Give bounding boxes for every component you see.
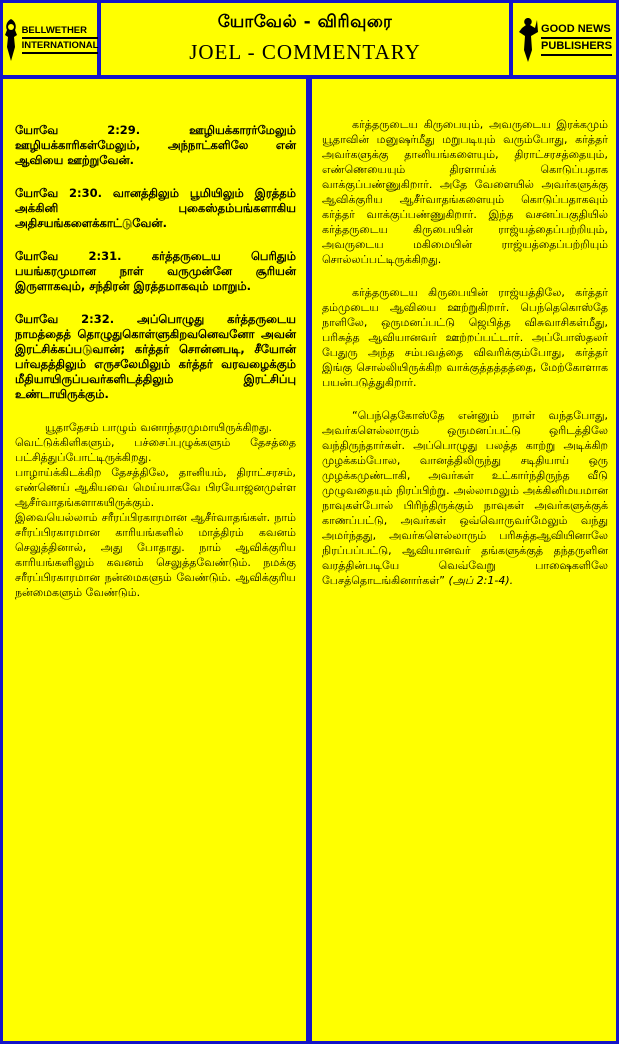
right-column [312, 79, 616, 1041]
commentary-paragraph-2: கர்த்தருடைய கிருபையின் ராஜ்யத்திலே, கர்த்தர் தம்முடைய ஆவியை ஊற்றுகிறார். பெந்தெகொஸ்தே நாளிலே, ஒருமனப்பட்டு ஜெபித்த விசுவாசிகள்மீது, பரிசுத்த ஆவியானவர் ஊற்றப்பட்டார். அப்போஸ்தலர் பேதுரு அந்த சம்பவத்தை விவரிக்கும்போது, கர்த்தர் இங்கு சொல்லியிருக்கிற வாக்குத்தத்தத்தை, மேற்கோளாக பயன்படுத்துகிறார். [322, 286, 608, 389]
verse-2-31: யோவே 2:31. கர்த்தருடைய பெரிதும் பயங்கரமுமான நாள் வருமுன்னே சூரியன் இருளாகவும், சந்திரன் இரத்தமாகவும் மாறும். [15, 249, 296, 293]
acts-quotation [322, 408, 608, 588]
scripture-reference: (அப் 2:1-4). [448, 574, 514, 587]
page-header [101, 3, 509, 75]
verse-2-32: யோவே 2:32. அப்பொழுது கர்த்தருடைய நாமத்தைத் தொழுதுகொள்ளுகிறவனெவனோ அவன் இரட்சிக்கப்படுவான்; கர்த்தர் சொன்னபடி, சீயோன் பர்வதத்திலும் எருசலேமிலும் கர்த்தர் வரவழைக்கும் மீதியாயிருப்பவர்களிடத்திலும் இரட்சிப்பு உண்டாயிருக்கும். [15, 312, 296, 401]
commentary-paragraph-1: கர்த்தருடைய கிருபையும், அவருடைய இரக்கமும் யூதாவின் மனுஷர்மீது மறுபடியும் வரும்போது, கர்த்தர் அவர்களுக்கு தானியங்களையும், திராட்சரசத்தையும், எண்ணெயையும் திரளாய்க் கொடுப்பதாக வாக்குப்பண்ணுகிறார். அதே வேளையில் அவர்களுக்கு ஆவிக்குரிய ஆசீர்வாதங்களையும் கொடுப்பதாகவும் கர்த்தர் வாக்குப்பண்ணுகிறார். இந்த வசனப்பகுதியில் கர்த்தருடைய கிருபையின் ராஜ்யத்தைப்பற்றியும், அவருடைய மகிமையின் ராஜ்யத்தைப்பற்றியும் சொல்லப்பட்டிருக்கிறது. [322, 118, 608, 266]
bellwether-logo-text: BELLWETHER INTERNATIONAL [22, 24, 99, 54]
good-news-logo-text: GOOD NEWS PUBLISHERS [541, 22, 612, 56]
left-column [3, 79, 306, 1041]
paragraph-line: இவையெல்லாம் சரீரப்பிரகாரமான ஆசீர்வாதங்கள். நாம் சரீரப்பிரகாரமான காரியங்களில் மாத்திரம் கவனம் செலுத்தினால், அது போதாது. நாம் ஆவிக்குரிய காரியங்களிலும் கவனம் செலுத்தவேண்டும். நமக்கு சரீரப்பிரகாரமான நன்மைகளும் வேண்டும். ஆவிக்குரிய நன்மைகளும் வேண்டும். [15, 511, 296, 599]
bellwether-ram-icon [2, 17, 20, 61]
commentary-paragraph [15, 420, 296, 600]
paragraph-line: யூதாதேசம் பாழும் வனாந்தரமுமாயிருக்கிறது. [45, 421, 272, 434]
good-news-publishers-logo [513, 3, 616, 75]
quotation-text: “பெந்தெகோஸ்தே என்னும் நாள் வந்தபோது, அவர்களெல்லாரும் ஒருமனப்பட்டு ஒரிடத்திலே வந்திருந்தார்கள். அப்பொழுது பலத்த காற்று அடிக்கிற முழக்கம்போல, வானத்திலிருந்து சடிதியாய் ஒரு முழக்கமுண்டாகி, அவர்கள் உட்கார்ந்திருந்த வீடு முழுவதையும் நிரப்பிற்று. அல்லாமலும் அக்கினிமயமான நாவுகள்போல் பிரிந்திருக்கும் நாவுகள் அவர்களுக்குக் காணப்பட்டு, அவர்கள் ஒவ்வொருவர்மேலும் வந்து அமர்ந்தது, அவர்களெல்லாரும் பரிசுத்தஆவியினாலே நிரப்பப்பட்டு, ஆவியானவர் தங்களுக்குத் தந்தருளின வரத்தின்படியே வெவ்வேறு பாஷைகளிலே பேசத்தொடங்கினார்கள்” [322, 409, 608, 587]
verse-2-30: யோவே 2:30. வானத்திலும் பூமியிலும் இரத்தம் அக்கினி புகைஸ்தம்பங்களாகிய அதிசயங்களைக்காட்டுவேன். [15, 186, 296, 230]
paragraph-line: பாழாய்க்கிடக்கிற தேசத்திலே, தானியம், திராட்சரசம், எண்ணெய் ஆகியவை மெய்யாகவே பிரயோஜனமுள்ள ஆசீர்வாதங்களாகயிருக்கும். [15, 466, 296, 509]
title-english: JOEL - COMMENTARY [189, 40, 421, 64]
bellwether-logo [3, 3, 97, 75]
paragraph-line: வெட்டுக்கிளிகளும், பச்சைப்புழுக்களும் தேசத்தை பட்சித்துப்போட்டிருக்கிறது. [15, 436, 296, 464]
title-tamil: யோவேல் - விரிவுரை [217, 12, 393, 32]
verse-2-29: யோவே 2:29. ஊழியக்காரர்மேலும் ஊழியக்காரிகள்மேலும், அந்நாட்களிலே என் ஆவியை ஊற்றுவேன். [15, 123, 296, 167]
herald-angel-icon [517, 16, 539, 62]
